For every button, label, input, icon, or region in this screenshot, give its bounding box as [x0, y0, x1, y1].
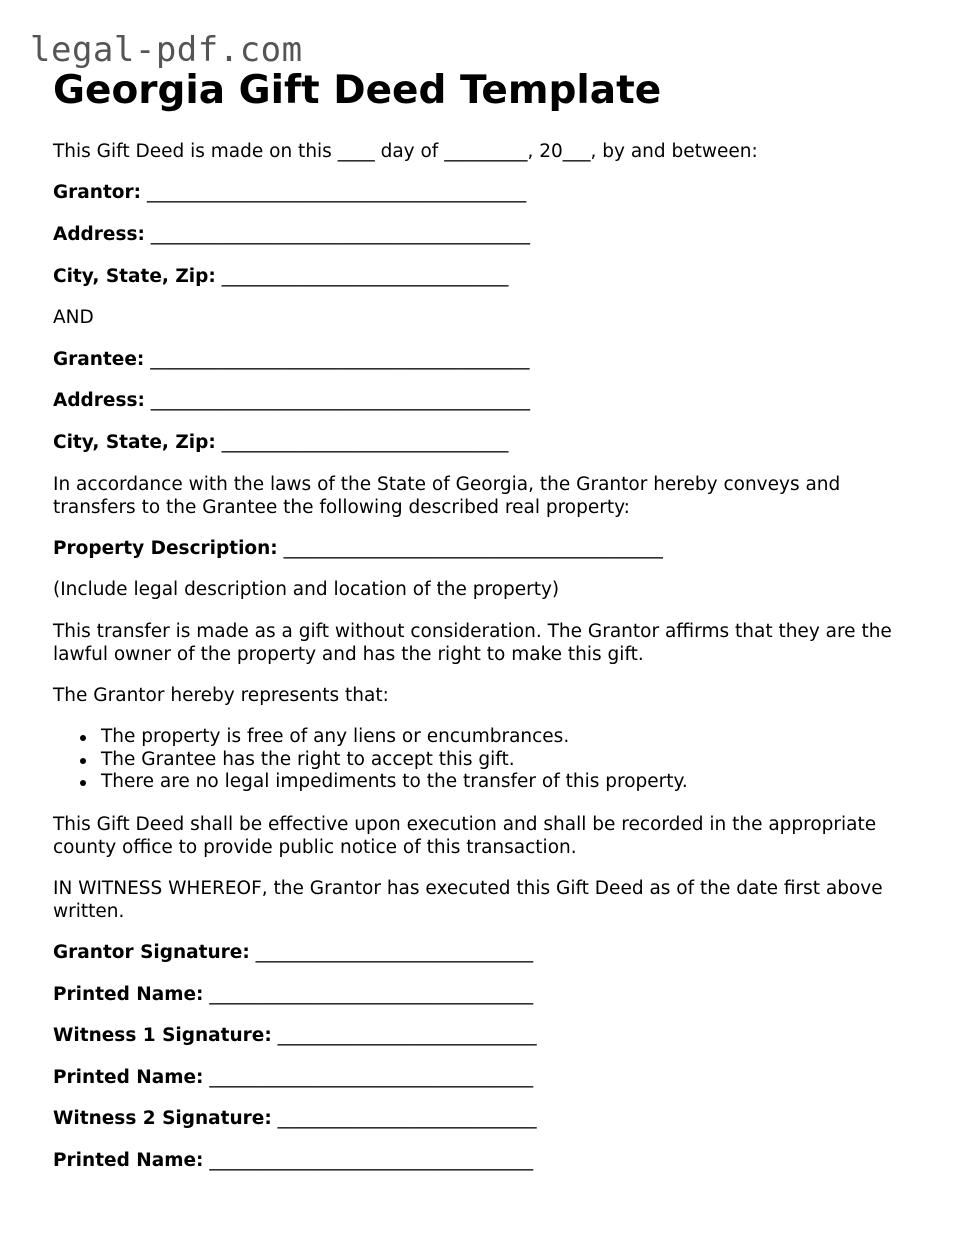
- watermark: legal-pdf.com: [30, 30, 303, 70]
- witness-1-printed-name-field[interactable]: [53, 1066, 533, 1089]
- grantor-name-blank[interactable]: _________________________________________: [146, 182, 527, 203]
- gift-statement-line-1: This transfer is made as a gift without consideration. The Grantor affirms that they are the: [53, 621, 892, 642]
- witness-2-printed-name-label: Printed Name:: [53, 1150, 204, 1171]
- gift-statement-paragraph: [53, 620, 923, 666]
- grantor-printed-name-field[interactable]: [53, 983, 533, 1006]
- property-description-label: Property Description:: [53, 538, 278, 559]
- grantor-signature-label: Grantor Signature:: [53, 942, 250, 963]
- list-item: There are no legal impediments to the transfer of this property.: [53, 771, 688, 794]
- grantee-address-field[interactable]: [53, 389, 530, 412]
- witness-2-printed-name-field[interactable]: [53, 1149, 533, 1172]
- grantor-signature-blank[interactable]: ______________________________: [255, 942, 534, 963]
- grantee-address-blank[interactable]: _________________________________________: [150, 390, 531, 411]
- list-item: The Grantee has the right to accept this gift.: [53, 749, 688, 772]
- list-item: The property is free of any liens or encumbrances.: [53, 726, 688, 749]
- grantor-signature-field[interactable]: [53, 941, 533, 964]
- page-title: Georgia Gift Deed Template: [53, 68, 662, 113]
- and-text: AND: [53, 307, 94, 328]
- property-description-field[interactable]: [53, 537, 663, 560]
- effective-paragraph: [53, 813, 923, 859]
- grantor-city-blank[interactable]: _______________________________: [221, 266, 509, 287]
- gift-statement-line-2: lawful owner of the property and has the right to make this gift.: [53, 644, 644, 665]
- witness-clause-line-1: IN WITNESS WHEREOF, the Grantor has executed this Gift Deed as of the date first above: [53, 878, 883, 899]
- grantee-name-field[interactable]: [53, 348, 529, 371]
- conveyance-line-2: transfers to the Grantee the following described real property:: [53, 497, 630, 518]
- witness-1-signature-blank[interactable]: ____________________________: [277, 1025, 537, 1046]
- grantee-city-field[interactable]: [53, 431, 508, 454]
- grantor-address-blank[interactable]: _________________________________________: [150, 224, 531, 245]
- witness-2-printed-name-blank[interactable]: ___________________________________: [209, 1150, 534, 1171]
- grantee-name-blank[interactable]: _________________________________________: [150, 349, 530, 370]
- witness-2-signature-blank[interactable]: ____________________________: [277, 1108, 537, 1129]
- grantor-printed-name-blank[interactable]: ___________________________________: [209, 984, 534, 1005]
- property-note: (Include legal description and location of the property): [53, 579, 560, 600]
- represents-text: The Grantor hereby represents that:: [53, 685, 389, 706]
- witness-2-signature-label: Witness 2 Signature:: [53, 1108, 272, 1129]
- witness-1-signature-label: Witness 1 Signature:: [53, 1025, 272, 1046]
- witness-2-signature-field[interactable]: [53, 1107, 537, 1130]
- grantor-name-label: Grantor:: [53, 182, 142, 203]
- witness-clause-paragraph: [53, 877, 923, 923]
- grantor-printed-name-label: Printed Name:: [53, 984, 204, 1005]
- grantor-address-field[interactable]: [53, 223, 530, 246]
- grantee-city-blank[interactable]: _______________________________: [221, 432, 509, 453]
- conveyance-paragraph: [53, 473, 923, 519]
- grantee-city-label: City, State, Zip:: [53, 432, 216, 453]
- grantor-city-field[interactable]: [53, 265, 508, 288]
- effective-line-2: county office to provide public notice of this transaction.: [53, 837, 577, 858]
- representations-list: [53, 726, 688, 794]
- witness-1-signature-field[interactable]: [53, 1024, 537, 1047]
- grantor-name-field[interactable]: [53, 181, 526, 204]
- grantee-name-label: Grantee:: [53, 349, 145, 370]
- witness-1-printed-name-blank[interactable]: ___________________________________: [209, 1067, 534, 1088]
- grantor-address-label: Address:: [53, 224, 145, 245]
- witness-clause-line-2: written.: [53, 901, 125, 922]
- grantee-address-label: Address:: [53, 390, 145, 411]
- conveyance-line-1: In accordance with the laws of the State of Georgia, the Grantor hereby conveys and: [53, 474, 841, 495]
- witness-1-printed-name-label: Printed Name:: [53, 1067, 204, 1088]
- intro-text: This Gift Deed is made on this ____ day of _________, 20___, by and between:: [53, 141, 758, 162]
- grantor-city-label: City, State, Zip:: [53, 266, 216, 287]
- property-description-blank[interactable]: _________________________________________: [283, 538, 663, 559]
- effective-line-1: This Gift Deed shall be effective upon execution and shall be recorded in the appropriate: [53, 814, 877, 835]
